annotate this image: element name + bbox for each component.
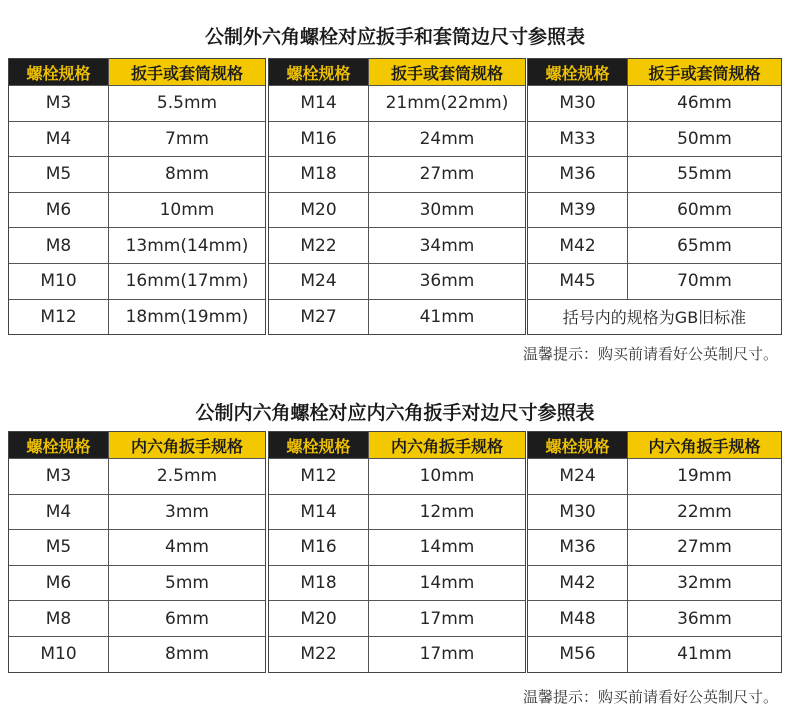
table-row — [528, 529, 781, 565]
table-row — [9, 85, 265, 121]
wrench-size-cell: 7mm — [165, 128, 209, 149]
table1-group-3 — [527, 58, 782, 335]
table-row — [528, 600, 781, 636]
bolt-size-cell: M42 — [528, 566, 628, 601]
table1-group-1 — [8, 58, 266, 335]
bolt-size-cell: M12 — [9, 300, 109, 335]
bolt-size-cell: M14 — [269, 86, 369, 121]
header-row — [269, 432, 525, 458]
table-row — [9, 600, 265, 636]
table-row — [528, 636, 781, 672]
bolt-size-cell: M39 — [528, 193, 628, 228]
wrench-size-cell: 6mm — [165, 608, 209, 629]
bolt-size-cell: M36 — [528, 530, 628, 565]
wrench-size-cell: 13mm(14mm) — [125, 235, 249, 256]
table-row — [9, 529, 265, 565]
table-row — [9, 156, 265, 192]
wrench-size-cell: 8mm — [165, 164, 209, 185]
table-row — [9, 458, 265, 494]
bolt-size-cell: M10 — [9, 264, 109, 299]
table-row — [9, 227, 265, 263]
wrench-size-cell: 16mm(17mm) — [125, 271, 249, 292]
table-row — [269, 156, 525, 192]
table-row — [9, 636, 265, 672]
bolt-size-cell: M16 — [269, 530, 369, 565]
table-row — [9, 299, 265, 335]
bolt-size-cell: M20 — [269, 601, 369, 636]
wrench-size-cell: 30mm — [419, 200, 475, 221]
table-row — [9, 565, 265, 601]
header-wrench-size: 内六角扳手规格 — [628, 432, 781, 458]
bolt-size-cell: M4 — [9, 495, 109, 530]
header-wrench-size: 扳手或套筒规格 — [369, 59, 525, 85]
wrench-size-cell: 65mm — [677, 235, 732, 256]
header-bolt-size: 螺栓规格 — [269, 432, 369, 458]
table-row — [269, 565, 525, 601]
footnote-row — [528, 299, 781, 335]
bolt-size-cell: M4 — [9, 122, 109, 157]
bolt-size-cell: M24 — [528, 459, 628, 494]
bolt-size-cell: M3 — [9, 86, 109, 121]
bolt-size-cell: M45 — [528, 264, 628, 299]
wrench-size-cell: 32mm — [677, 573, 732, 594]
wrench-size-cell: 41mm — [419, 306, 475, 327]
wrench-size-cell: 27mm — [419, 164, 475, 185]
bolt-size-cell: M12 — [269, 459, 369, 494]
table-row — [269, 636, 525, 672]
bolt-size-cell: M22 — [269, 228, 369, 263]
wrench-size-cell: 41mm — [677, 644, 732, 665]
header-wrench-size: 扳手或套筒规格 — [109, 59, 265, 85]
table2-group-2 — [268, 431, 526, 673]
wrench-size-cell: 10mm — [159, 200, 215, 221]
table-row — [528, 565, 781, 601]
bolt-size-cell: M27 — [269, 300, 369, 335]
header-wrench-size: 内六角扳手规格 — [369, 432, 525, 458]
wrench-size-cell: 14mm — [419, 573, 475, 594]
bolt-size-cell: M18 — [269, 157, 369, 192]
bolt-size-cell: M5 — [9, 157, 109, 192]
bolt-size-cell: M6 — [9, 566, 109, 601]
table1-group-2 — [268, 58, 526, 335]
table-row — [528, 494, 781, 530]
bolt-size-cell: M48 — [528, 601, 628, 636]
header-bolt-size: 螺栓规格 — [269, 59, 369, 85]
bolt-size-cell: M24 — [269, 264, 369, 299]
table-row — [269, 529, 525, 565]
table-row — [528, 85, 781, 121]
bolt-size-cell: M56 — [528, 637, 628, 672]
wrench-size-cell: 12mm — [419, 501, 475, 522]
wrench-size-cell: 55mm — [677, 164, 732, 185]
wrench-size-cell: 5mm — [165, 573, 209, 594]
bolt-size-cell: M42 — [528, 228, 628, 263]
wrench-size-cell: 14mm — [419, 537, 475, 558]
wrench-size-cell: 60mm — [677, 200, 732, 221]
wrench-size-cell: 70mm — [677, 271, 732, 292]
header-wrench-size: 扳手或套筒规格 — [628, 59, 781, 85]
wrench-size-cell: 46mm — [677, 93, 732, 114]
bolt-size-cell: M30 — [528, 86, 628, 121]
wrench-size-cell: 17mm — [419, 644, 475, 665]
wrench-size-cell: 36mm — [419, 271, 475, 292]
bolt-size-cell: M33 — [528, 122, 628, 157]
bolt-size-cell: M20 — [269, 193, 369, 228]
header-bolt-size: 螺栓规格 — [528, 59, 628, 85]
wrench-size-cell: 50mm — [677, 128, 732, 149]
bolt-size-cell: M22 — [269, 637, 369, 672]
footnote-cell: 括号内的规格为GB旧标准 — [562, 308, 747, 328]
bolt-size-cell: M8 — [9, 601, 109, 636]
table2-group-3 — [527, 431, 782, 673]
wrench-size-cell: 17mm — [419, 608, 475, 629]
table-row — [269, 263, 525, 299]
bolt-size-cell: M30 — [528, 495, 628, 530]
table1-note: 温馨提示：购买前请看好公英制尺寸。 — [522, 345, 778, 363]
table-row — [269, 458, 525, 494]
wrench-size-cell: 21mm(22mm) — [385, 93, 509, 114]
wrench-size-cell: 34mm — [419, 235, 475, 256]
header-bolt-size: 螺栓规格 — [9, 432, 109, 458]
bolt-size-cell: M36 — [528, 157, 628, 192]
table2-group-1 — [8, 431, 266, 673]
table-row — [528, 192, 781, 228]
wrench-size-cell: 19mm — [677, 466, 732, 487]
table-row — [269, 85, 525, 121]
table-row — [269, 600, 525, 636]
bolt-size-cell: M6 — [9, 193, 109, 228]
bolt-size-cell: M10 — [9, 637, 109, 672]
header-row — [9, 432, 265, 458]
wrench-size-cell: 3mm — [165, 501, 209, 522]
table-row — [9, 121, 265, 157]
table-row — [528, 121, 781, 157]
header-row — [528, 432, 781, 458]
table-row — [528, 156, 781, 192]
table-row — [269, 299, 525, 335]
header-row — [528, 59, 781, 85]
bolt-size-cell: M18 — [269, 566, 369, 601]
header-row — [269, 59, 525, 85]
table2-title: 公制内六角螺栓对应内六角扳手对边尺寸参照表 — [195, 402, 595, 424]
table-row — [269, 494, 525, 530]
table-row — [9, 263, 265, 299]
wrench-size-cell: 27mm — [677, 537, 732, 558]
header-bolt-size: 螺栓规格 — [9, 59, 109, 85]
header-row — [9, 59, 265, 85]
bolt-size-cell: M5 — [9, 530, 109, 565]
wrench-size-cell: 4mm — [165, 537, 209, 558]
table-row — [9, 494, 265, 530]
wrench-size-cell: 5.5mm — [156, 93, 218, 114]
wrench-size-cell: 22mm — [677, 501, 732, 522]
table-row — [528, 263, 781, 299]
table-row — [269, 121, 525, 157]
wrench-size-cell: 10mm — [419, 466, 475, 487]
header-bolt-size: 螺栓规格 — [528, 432, 628, 458]
header-wrench-size: 内六角扳手规格 — [109, 432, 265, 458]
bolt-size-cell: M3 — [9, 459, 109, 494]
wrench-size-cell: 18mm(19mm) — [125, 306, 249, 327]
wrench-size-cell: 36mm — [677, 608, 732, 629]
table-row — [269, 227, 525, 263]
table-row — [9, 192, 265, 228]
table1-title: 公制外六角螺栓对应扳手和套筒边尺寸参照表 — [204, 26, 585, 48]
bolt-size-cell: M14 — [269, 495, 369, 530]
wrench-size-cell: 24mm — [419, 128, 475, 149]
table-row — [528, 227, 781, 263]
table2-note: 温馨提示：购买前请看好公英制尺寸。 — [522, 688, 778, 706]
wrench-size-cell: 2.5mm — [156, 466, 218, 487]
table-row — [528, 458, 781, 494]
table-row — [269, 192, 525, 228]
bolt-size-cell: M8 — [9, 228, 109, 263]
wrench-size-cell: 8mm — [165, 644, 209, 665]
bolt-size-cell: M16 — [269, 122, 369, 157]
